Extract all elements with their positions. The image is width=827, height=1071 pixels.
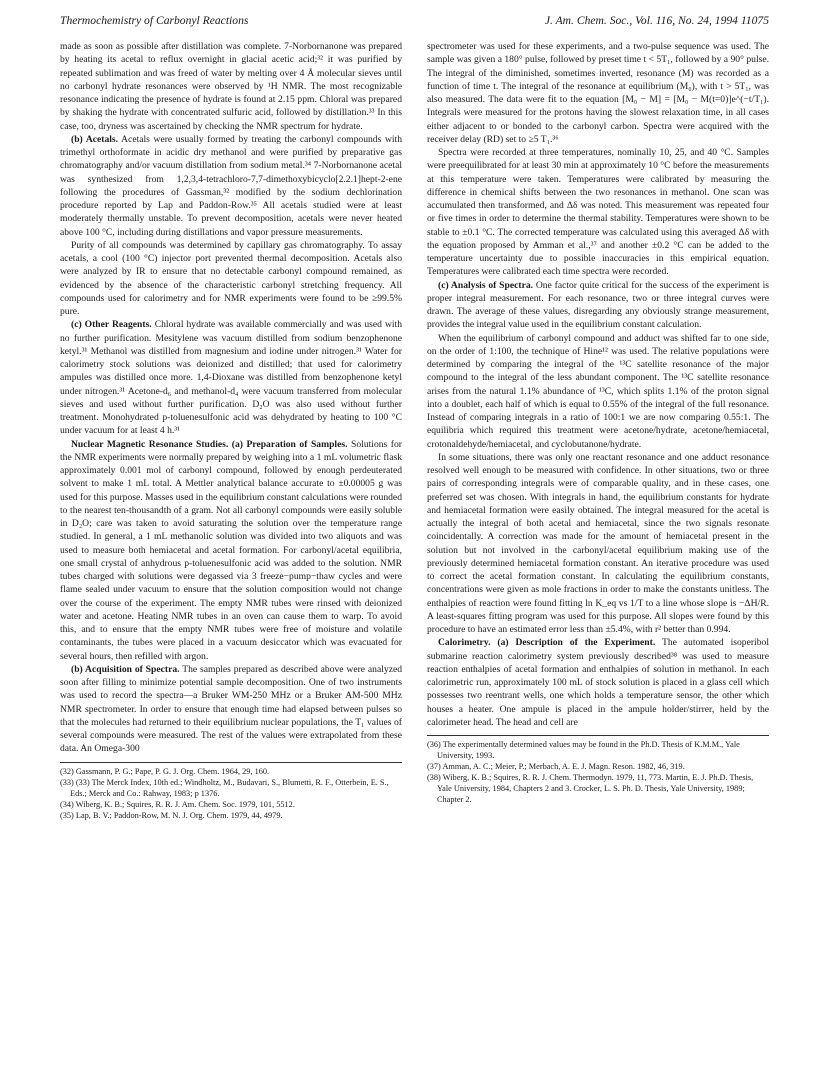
footnote: (36) The experimentally determined values may be found in the Ph.D. Thesis of K.M.M., Yale University, 1993. — [427, 740, 740, 761]
subsection-heading: (b) Acquisition of Spectra. — [71, 663, 180, 675]
subsection-heading: (b) Acetals. — [71, 133, 119, 145]
right-column — [427, 40, 769, 806]
footnotes — [427, 739, 769, 806]
running-title: Thermochemistry of Carbonyl Reactions — [60, 14, 249, 27]
paragraph-analysis — [427, 279, 769, 332]
journal-citation: J. Am. Chem. Soc., Vol. 116, No. 24, 1994 11075 — [544, 14, 769, 27]
paragraph-acquisition — [60, 663, 402, 756]
footnote: (32) Gassmann, P. G.; Pape, P. G. J. Org. Chem. 1964, 29, 160. — [60, 766, 270, 776]
paragraph: In some situations, there was only one reactant resonance and one adduct resonance resolved well enough to be measured with confidence. In other situations, two or three pairs of corresponding integrals were of comparable quality, and in these cases, one preferred set was chosen. With integrals in hand, the equilibrium constants for hydrate and hemiacetal formation were easily obtained. The integral measured for the acetal is actually the integral of both acetal and hemiacetal, since the two signals resonate coincidentally. A correction was made for the amount of hemiacetal present in the solution but not involved in the carbonyl/acetal equilibrium making use of the previously determined hemiacetal formation constant. An iterative procedure was used to correct the acetal formation constant. In calculating the equilibrium constants, concentrations were given as mole fractions in order to make the constants unitless. The enthalpies of reaction were found fitting ln K_eq vs 1/T to a line whose slope is −ΔH/R. A least-squares fitting program was used for this purpose. All slopes were found by this procedure to have an estimated error less than ±5.4%, with r² better than 0.994. — [427, 451, 769, 635]
footnote: (38) Wiberg, K. B.; Squires, R. R. J. Chem. Thermodyn. 1979, 11, 773. Martin, E. J. Ph.D. Thesis, Yale University, 1984, Chapters 2 and 3. Crocker, L. S. Ph. D. Thesis, Yale University, 1989; Chapter 2. — [427, 773, 754, 805]
paragraph-text: Acetals were usually formed by treating the carbonyl compounds with trimethyl orthoformate in acidic dry methanol and were purified by preparative gas chromatography and/or vacuum distillation from sodium metal.³⁴ 7-Norbornanone acetal was synthesized from 1,2,3,4-tetrachloro-7,7-dimethoxybicyclo[2.2.1]hept-2-ene following the procedures of Gassman,³² modified by the sodium dechlorination procedure reported by Lap and Paddon-Row.³⁵ All acetals studied were at least moderately thermally unstable. To prevent decomposition, acetals were never heated above 100 °C, including during distillations and vapor pressure measurements. — [60, 133, 403, 238]
footnote: (37) Amman, A. C.; Meier, P.; Merbach, A. E. J. Magn. Reson. 1982, 46, 319. — [427, 762, 685, 772]
section-heading: Calorimetry. (a) Description of the Experiment. — [438, 637, 656, 649]
footnote: (33) (33) The Merck Index, 10th ed.; Windholtz, M., Budavari, S., Blumetti, R. F., Otterbein, E. S., Eds.; Merck and Co.: Rahway, 1983; p 1376. — [60, 777, 389, 798]
subsection-heading: (c) Analysis of Spectra. — [438, 279, 534, 291]
paragraph: spectrometer was used for these experiments, and a two-pulse sequence was used. The sample was given a 180° pulse, followed by preset time t < 5T₁, followed by a 90° pulse. The integral of the diminished, sometimes inverted, resonance (M) was recorded as a function of time t. The integral of the resonance at equilibrium (M₀), with t > 5T₁, was also measured. The data were fit to the equation [M₀ − M] = [M₀ − M(t=0)]e^(−t/T₁). Integrals were measured for the protons having the slowest relaxation time, in all cases either adjacent to or bonded to the carbonyl carbon. Spectra were acquired with the receiver delay (RD) set to ≥5 T₁.³⁶ — [427, 41, 769, 145]
paragraph: When the equilibrium of carbonyl compound and adduct was shifted far to one side, on the order of 1:100, the technique of Hine¹² was used. The relative populations were determined by comparing the integral of the ¹³C satellite resonance of the major compound to the integral of the less abundant component. The ¹³C satellite resonance arises from the natural 1.1% abundance of ¹³C, which splits 1.1% of the proton signal into a doublet, each half of which is equal to 0.55% of the integral of the full resonance. Instead of comparing integrals in a ratio of 100:1 we are now comparing 0.55:1. The equilibria which required this treatment were acetone/hydrate, acetone/hemiacetal, crotonaldehyde/hemiacetal, and cyclobutanone/hydrate. — [427, 332, 769, 450]
paragraph-text: The automated isoperibol submarine reaction calorimetry system previously described³⁸ was used to measure reaction enthalpies of acetal formation and enthalpies of solution in methanol. In each calorimetric run, approximately 100 mL of stock solution is placed in a glass cell which possesses two reentrant wells, one which holds a temperature sensor, the other which houses a heater. One ampule is placed in the ampule holder/stirrer, held by the calorimeter head. The head and cell are — [427, 637, 769, 728]
section-heading: Nuclear Magnetic Resonance Studies. (a) Preparation of Samples. — [71, 438, 348, 450]
footnote: (35) Lap, B. V.; Paddon-Row, M. N. J. Org. Chem. 1979, 44, 4979. — [60, 810, 283, 820]
paragraph: Spectra were recorded at three temperatures, nominally 10, 25, and 40 °C. Samples were preequilibrated for at least 30 min at approximately 10 °C before the measurements at this temperature were taken. Temperatures were calibrated by measuring the difference in chemical shifts between the two resonances in methanol. One scan was accumulated then transformed, and Δδ was noted. This measurement was repeated four or five times in order to determine the thermal stability. Temperatures were shown to be stable to ±0.1 °C. The corrected temperature was calculated using this averaged Δδ with the equation proposed by Amman et al.,³⁷ and another ±0.2 °C can be added to the temperature uncertainty due to possible inaccuracies in this empirical equation. Temperatures were calibrated each time spectra were recorded. — [427, 147, 769, 278]
paragraph-text: One factor quite critical for the success of the experiment is proper integral measurement. For each resonance, two or three integral curves were drawn. The average of these values, disregarding any obviously strange measurement, provides the integral value used in the equilibrium constant calculation. — [427, 279, 770, 331]
footnote-divider — [60, 762, 402, 763]
paragraph: Purity of all compounds was determined by capillary gas chromatography. To assay acetals, a cool (100 °C) injector port prevented thermal decomposition. Acetals also were analyzed by IR to ensure that no detectable carbonyl compound remained, as evidenced by the absence of the characteristic carbonyl stretching frequency. All compounds used for calorimetry and for NMR experiments were found to be ≥99.5% pure. — [60, 239, 402, 317]
running-header — [60, 14, 769, 30]
paragraph-other-reagents — [60, 318, 402, 437]
paragraph-calorimetry — [427, 636, 769, 729]
left-column — [60, 40, 402, 821]
footnote-divider — [427, 735, 769, 736]
paragraph-text: Chloral hydrate was available commercially and was used with no further purification. Mesitylene was vacuum distilled from sodium benzophenone ketyl.³¹ Methanol was distilled from magnesium and iodine under nitrogen.³¹ Water for calorimetry stock solutions was deionized and distilled; that used for calorimetry ampules was distilled once more. 1,4-Dioxane was distilled from benzophenone ketyl under nitrogen.³¹ Acetone-d₆ and methanol-d₄ were vacuum transferred from molecular sieves and used without further purification. D₂O was also used without further treatment. Monohydrated p-toluenesulfonic acid was dehydrated by heating to 100 °C under vacuum for at least 4 h.³¹ — [60, 319, 403, 437]
paragraph-nmr-preparation — [60, 438, 402, 663]
paragraph: made as soon as possible after distillation was complete. 7-Norbornanone was prepared by heating its acetal to reflux overnight in glacial acetic acid;³² it was purified by repeated sublimation and was freed of water by melting over 4 Å molecular sieves until no carbonyl hydrate resonances were observed by ¹H NMR. The most recognizable resonance indicating the presence of hydrate is found at 2.15 ppm. Chloral was prepared by shaking the hydrate with concentrated sulfuric acid, followed by distillation.³³ In this case, too, dryness was ascertained by checking the NMR spectrum for hydrate. — [60, 41, 402, 132]
subsection-heading: (c) Other Reagents. — [71, 319, 152, 331]
footnote: (34) Wiberg, K. B.; Squires, R. R. J. Am. Chem. Soc. 1979, 101, 5512. — [60, 799, 295, 809]
paragraph-acetals — [60, 133, 402, 239]
paragraph-text: Solutions for the NMR experiments were normally prepared by weighing into a 1 mL volumetric flask approximately 0.001 mol of carbonyl compound, followed by enough perdeuterated solvent to make 1 mL total. A Mettler analytical balance accurate to ±0.00005 g was used for this purpose. Masses used in the equilibrium constant calculations were rounded to the nearest ten-thousandth of a gram. Not all carbonyl compounds were easily soluble in D₂O; care was taken to avoid saturating the solution over the temperature range studied. In general, a 1 mL methanolic solution was divided into two aliquots and was used to measure both hemiacetal and acetal formation. For carbonyl/acetal equilibria, one small crystal of anhydrous p-toluenesulfonic acid was added to the solution. NMR tubes charged with solutions were degassed via 3 freeze−pump−thaw cycles and were flame sealed under vacuum to ensure that the solution composition would not change over the course of the experiment. The empty NMR tubes were rinsed with deionized water and acetone. Heating NMR tubes in an oven can cause them to warp. To avoid this, and to ensure that the empty NMR tubes were free of moisture and volatile contaminants, the tubes were placed in a vacuum desiccator which was evacuated for several hours, then refilled with argon. — [60, 438, 402, 662]
footnotes — [60, 766, 402, 821]
paragraph-text: The samples prepared as described above were analyzed soon after filling to minimize potential sample decomposition. One of two instruments was used to record the spectra—a Bruker WM-250 MHz or a Bruker AM-500 MHz NMR spectrometer. In order to ensure that enough time had elapsed between pulses so that the molecules had returned to their equilibrium nuclear populations, the T₁ values of several compounds were measured. The rest of the values were extrapolated from these data. An Omega-300 — [60, 663, 403, 755]
